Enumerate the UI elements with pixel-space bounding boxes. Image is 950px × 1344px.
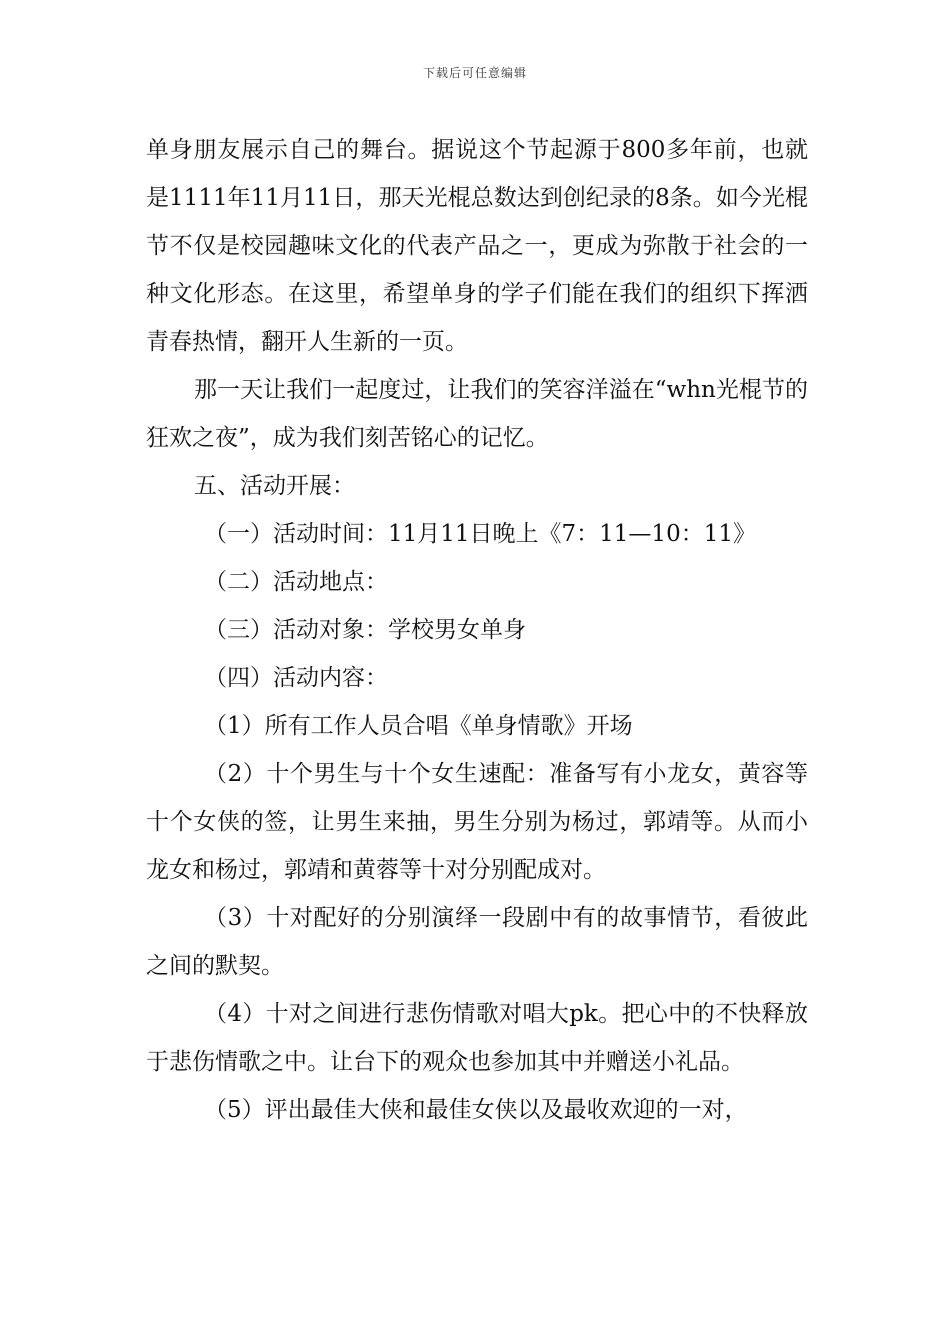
content-item-5: （5）评出最佳大侠和最佳女侠以及最收欢迎的一对， [204,1097,748,1123]
content-item-3: （3）十对配好的分别演绎一段剧中有的故事情节，看彼此之间的默契。 [146,905,808,979]
paragraph-night-memory: 那一天让我们一起度过，让我们的笑容洋溢在“whn光棍节的狂欢之夜”，成为我们刻苦铭心的记忆。 [146,377,808,451]
content-item-4: （4）十对之间进行悲伤情歌对唱大pk。把心中的不快释放于悲伤情歌之中。让台下的观众也参加其中并赠送小礼品。 [146,1001,808,1075]
document-body [146,126,808,1134]
list-item-audience: （三）活动对象：学校男女单身 [204,617,526,643]
page-header: 下载后可任意编辑 [422,66,527,80]
section-heading-activity: 五、活动开展： [194,473,355,499]
paragraph-intro-continuation: 单身朋友展示自己的舞台。据说这个节起源于800多年前，也就是1111年11月11日，那天光棍总数达到创纪录的8条。如今光棍节不仅是校园趣味文化的代表产品之一，更成为弥散于社会的一种文化形态。在这里，希望单身的学子们能在我们的组织下挥洒青春热情，翻开人生新的一页。 [146,137,808,355]
list-item-content: （四）活动内容： [204,665,388,691]
list-item-time: （一）活动时间：11月11日晚上《7：11—10：11》 [204,521,756,547]
list-item-location: （二）活动地点： [204,569,388,595]
content-item-2: （2）十个男生与十个女生速配：准备写有小龙女，黄容等十个女侠的签，让男生来抽，男生分别为杨过，郭靖等。从而小龙女和杨过，郭靖和黄蓉等十对分别配成对。 [146,761,808,883]
content-item-1: （1）所有工作人员合唱《单身情歌》开场 [204,713,633,739]
